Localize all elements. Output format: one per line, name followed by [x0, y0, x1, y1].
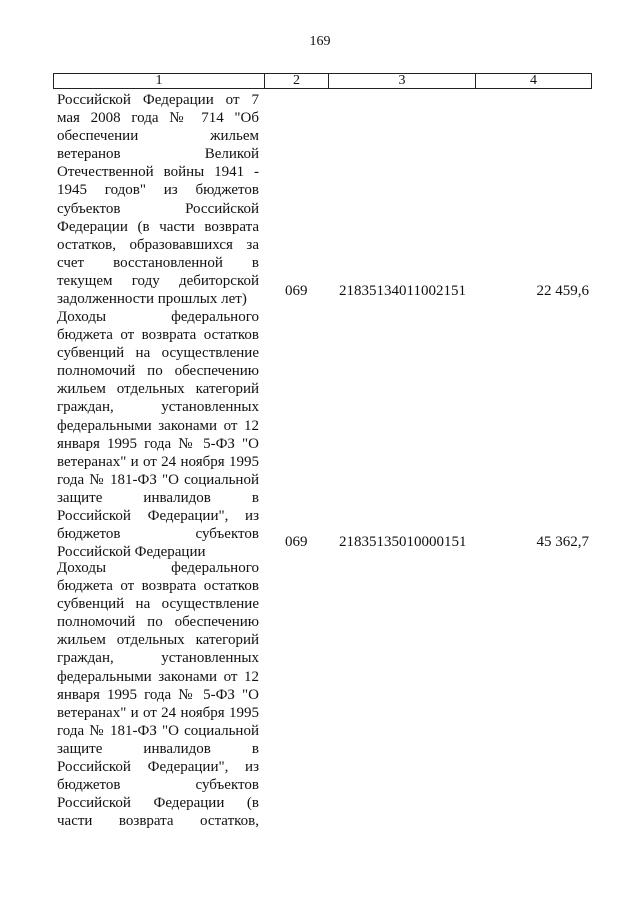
description-line: федеральными законами от 12 [57, 417, 259, 434]
description-line: ветеранов Великой [57, 146, 259, 163]
description-line: граждан, установленных [57, 650, 259, 667]
description-line: части возврата остатков, [57, 813, 259, 830]
row-1-description [57, 91, 259, 308]
description-line: года № 181-ФЗ "О социальной [57, 471, 259, 488]
row-3-description [57, 559, 259, 830]
row-1-amount: 22 459,6 [536, 283, 589, 299]
header-col-1: 1 [54, 74, 265, 88]
description-line: Российской Федерации от 7 [57, 92, 259, 108]
header-col-4: 4 [530, 73, 537, 88]
row-2-amount: 45 362,7 [536, 534, 589, 550]
description-line: января 1995 года № 5-ФЗ "О [57, 686, 259, 703]
description-line: субъектов Российской [57, 200, 259, 217]
row-2-description [57, 308, 259, 561]
description-line: счет восстановленной в [57, 254, 259, 271]
description-line: бюджета от возврата остатков [57, 327, 259, 344]
row-2-code: 069 [285, 534, 308, 550]
table-header-row [53, 73, 592, 89]
description-line: Российской Федерации", из [57, 508, 259, 525]
description-line: жильем отдельных категорий [57, 381, 259, 398]
description-line: задолженности прошлых лет) [57, 291, 247, 308]
description-line: Российской Федерации", из [57, 759, 259, 776]
description-line: января 1995 года № 5-ФЗ "О [57, 435, 259, 452]
description-line: года № 181-ФЗ "О социальной [57, 722, 259, 739]
description-line: ветеранах" и от 24 ноября 1995 [57, 453, 259, 470]
description-line: граждан, установленных [57, 399, 259, 416]
page-number: 169 [309, 34, 331, 49]
description-line: защите инвалидов в [57, 489, 259, 506]
header-col-3: 3 [329, 74, 476, 88]
description-line: бюджета от возврата остатков [57, 578, 259, 595]
description-line: субвенций на осуществление [57, 345, 259, 362]
description-line: остатков, образовавшихся за [57, 236, 259, 253]
description-line: субвенций на осуществление [57, 596, 259, 613]
description-line: Российской Федерации (в [57, 795, 259, 812]
description-line: Российской Федерации [57, 544, 206, 561]
header-col-2: 2 [265, 74, 329, 88]
description-line: ветеранах" и от 24 ноября 1995 [57, 704, 259, 721]
description-line: Доходы федерального [57, 309, 259, 325]
description-line: жильем отдельных категорий [57, 632, 259, 649]
description-line: текущем году дебиторской [57, 272, 259, 289]
description-line: защите инвалидов в [57, 740, 259, 757]
description-line: полномочий по обеспечению [57, 363, 259, 380]
description-line: Отечественной войны 1941 - [57, 164, 259, 181]
row-1-kbk: 21835134011002151 [339, 283, 466, 299]
description-line: полномочий по обеспечению [57, 614, 259, 631]
description-line: федеральными законами от 12 [57, 668, 259, 685]
description-line: 1945 годов" из бюджетов [57, 182, 259, 199]
description-line: обеспечении жильем [57, 128, 259, 145]
row-1-code: 069 [285, 283, 308, 299]
description-line: мая 2008 года № 714 "Об [57, 110, 259, 127]
description-line: бюджетов субъектов [57, 777, 259, 794]
description-line: бюджетов субъектов [57, 526, 259, 543]
description-line: Федерации (в части возврата [57, 218, 259, 235]
row-2-kbk: 21835135010000151 [339, 534, 467, 550]
description-line: Доходы федерального [57, 560, 259, 576]
